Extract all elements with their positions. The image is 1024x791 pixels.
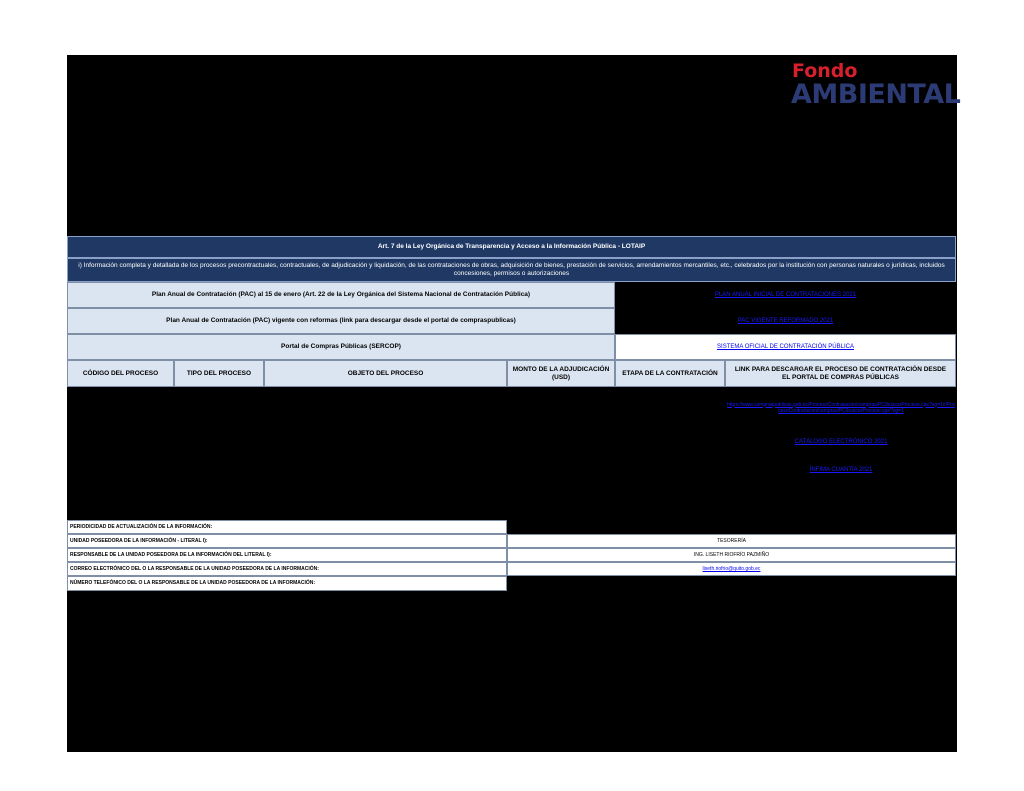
footer-unidad-value: TESORERÍA bbox=[507, 534, 956, 548]
plan-row-link-cell-3 bbox=[615, 334, 956, 360]
col-monto-adjudicacion: MONTO DE LA ADJUDICACIÓN (USD) bbox=[507, 360, 615, 387]
process-link-infima[interactable]: ÍNFIMA CUANTÍA 2021 bbox=[809, 466, 873, 473]
plan-row-link-3[interactable]: SISTEMA OFICIAL DE CONTRATACIÓN PÚBLICA bbox=[717, 344, 854, 350]
logo-line-1: Fondo bbox=[792, 60, 858, 82]
col-codigo-proceso: CÓDIGO DEL PROCESO bbox=[67, 360, 174, 387]
process-link-catalogo[interactable]: CATÁLOGO ELECTRÓNICO 2021 bbox=[794, 438, 888, 445]
fondo-ambiental-logo bbox=[791, 60, 961, 112]
col-objeto-proceso: OBJETO DEL PROCESO bbox=[264, 360, 507, 387]
plan-row-link-1[interactable]: PLAN ANUAL INICIAL DE CONTRATACIONES 2021 bbox=[714, 291, 857, 298]
table-subtitle: i) Información completa y detallada de los procesos precontractuales, contractuales, de adjudicación y liquidación, de las contrataciones de obras, adquisición de bienes, prestación de servicios, arrendamientos mercantiles, etc., celebrados por la institución con personas naturales o jurídicas, incluidos concesiones, permisos o autorizaciones bbox=[67, 258, 956, 282]
plan-row-label-2: Plan Anual de Contratación (PAC) vigente con reformas (link para descargar desde el portal de compraspublicas) bbox=[67, 308, 615, 334]
footer-correo-label: CORREO ELECTRÓNICO DEL O LA RESPONSABLE DE LA UNIDAD POSEEDORA DE LA INFORMACIÓN: bbox=[67, 562, 507, 576]
footer-correo-value-cell bbox=[507, 562, 956, 576]
table-title: Art. 7 de la Ley Orgánica de Transparencia y Acceso a la Información Pública - LOTAIP bbox=[67, 236, 956, 258]
plan-row-label-3: Portal de Compras Públicas (SERCOP) bbox=[67, 334, 615, 360]
footer-telefono-label: NÚMERO TELEFÓNICO DEL O LA RESPONSABLE DE LA UNIDAD POSEEDORA DE LA INFORMACIÓN: bbox=[67, 576, 507, 591]
footer-unidad-label: UNIDAD POSEEDORA DE LA INFORMACIÓN - LITERAL I): bbox=[67, 534, 507, 548]
col-etapa-contratacion: ETAPA DE LA CONTRATACIÓN bbox=[615, 360, 725, 387]
logo-line-2: AMBIENTAL bbox=[791, 79, 961, 110]
footer-responsable-label: RESPONSABLE DE LA UNIDAD POSEEDORA DE LA INFORMACIÓN DEL LITERAL I): bbox=[67, 548, 507, 562]
footer-periodicidad-label: PERIODICIDAD DE ACTUALIZACIÓN DE LA INFORMACIÓN: bbox=[67, 520, 507, 534]
footer-correo-link[interactable]: liseth.riofrio@quito.gob.ec bbox=[702, 566, 761, 572]
footer-responsable-value: ING. LISETH RIOFRÍO PAZMIÑO bbox=[507, 548, 956, 562]
col-tipo-proceso: TIPO DEL PROCESO bbox=[174, 360, 264, 387]
process-link-compraspublicas[interactable]: https://www.compraspublicas.gob.ec/ProcesoContratacion/compras/PC/buscarProceso.cpe?sg=1#/ProcesoContratacion/compras/PC/buscarProceso.cpe?sg=1 bbox=[727, 401, 955, 414]
col-link-descarga: LINK PARA DESCARGAR EL PROCESO DE CONTRATACIÓN DESDE EL PORTAL DE COMPRAS PÚBLICAS bbox=[725, 360, 956, 387]
plan-row-link-2[interactable]: PAC VIGENTE REFORMADO 2021 bbox=[737, 317, 834, 324]
plan-row-label-1: Plan Anual de Contratación (PAC) al 15 de enero (Art. 22 de la Ley Orgánica del Sistema Nacional de Contratación Pública) bbox=[67, 282, 615, 308]
